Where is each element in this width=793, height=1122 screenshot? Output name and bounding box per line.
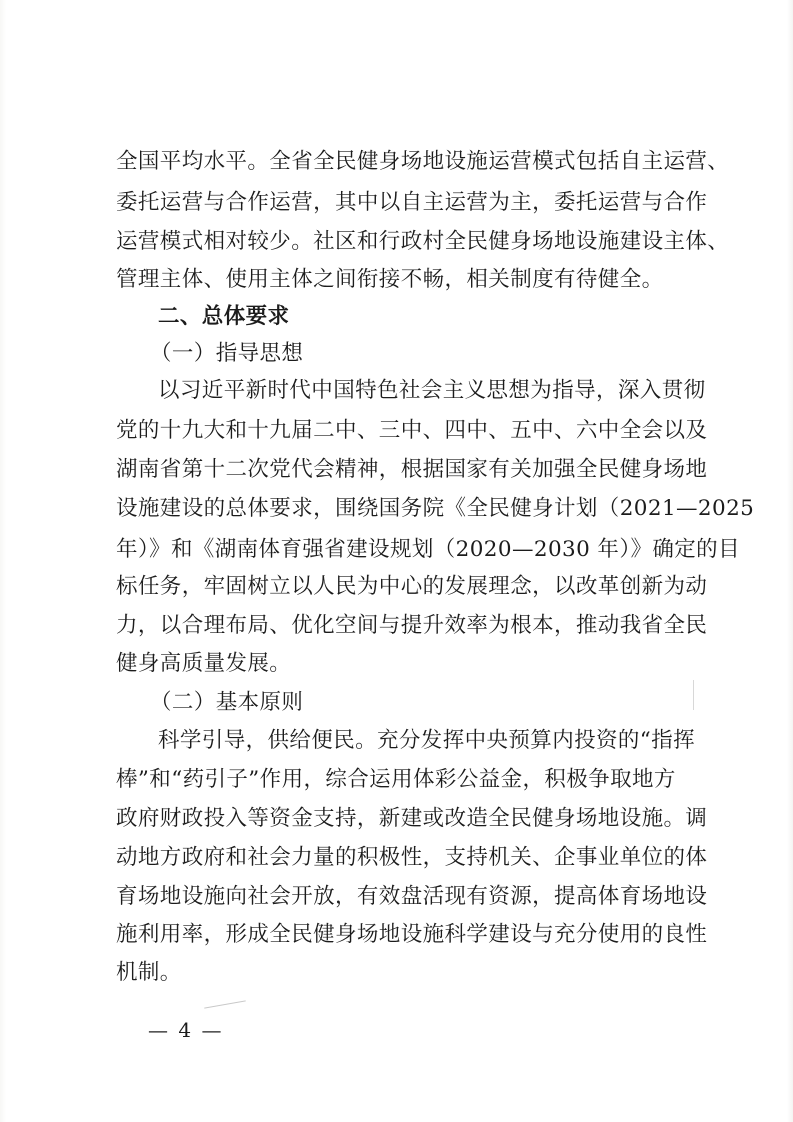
body-line: 全国平均水平。全省全民健身场地设施运营模式包括自主运营、	[116, 149, 730, 174]
body-line: 力，以合理布局、优化空间与提升效率为根本，推动我省全民	[116, 613, 708, 638]
body-line: 育场地设施向社会开放，有效盘活现有资源，提高体育场地设	[116, 884, 708, 909]
section-heading: 二、总体要求	[158, 304, 290, 329]
body-line: 政府财政投入等资金支持，新建或改造全民健身场地设施。调	[116, 806, 708, 831]
body-line: 年）》和《湖南体育强省建设规划（2020—2030 年）》确定的目	[116, 537, 740, 562]
body-line: 以习近平新时代中国特色社会主义思想为指导，深入贯彻	[158, 378, 706, 403]
body-line: 党的十九大和十九届二中、三中、四中、五中、六中全会以及	[116, 418, 708, 443]
subsection-heading: （一）指导思想	[150, 341, 304, 366]
scan-edge-mark	[693, 680, 694, 710]
body-line: 施利用率，形成全民健身场地设施科学建设与充分使用的良性	[116, 922, 708, 947]
body-line: 运营模式相对较少。社区和行政村全民健身场地设施建设主体、	[116, 229, 730, 254]
page-number: — 4 —	[148, 1018, 224, 1042]
body-line: 动地方政府和社会力量的积极性，支持机关、企事业单位的体	[116, 845, 708, 870]
scan-mark	[204, 1000, 246, 1008]
body-line: 棒”和“药引子”作用，综合运用体彩公益金，积极争取地方	[116, 767, 676, 792]
body-line: 湖南省第十二次党代会精神，根据国家有关加强全民健身场地	[116, 457, 708, 482]
body-line: 标任务，牢固树立以人民为中心的发展理念，以改革创新为动	[116, 574, 708, 599]
body-line: 委托运营与合作运营，其中以自主运营为主，委托运营与合作	[116, 190, 708, 215]
body-line: 健身高质量发展。	[116, 651, 292, 676]
body-line: 科学引导，供给便民。充分发挥中央预算内投资的“指挥	[158, 728, 695, 753]
body-line: 设施建设的总体要求，围绕国务院《全民健身计划（2021—2025	[116, 496, 755, 521]
body-line: 管理主体、使用主体之间衔接不畅，相关制度有待健全。	[116, 267, 664, 292]
subsection-heading: （二）基本原则	[150, 690, 304, 715]
body-line: 机制。	[116, 960, 182, 985]
